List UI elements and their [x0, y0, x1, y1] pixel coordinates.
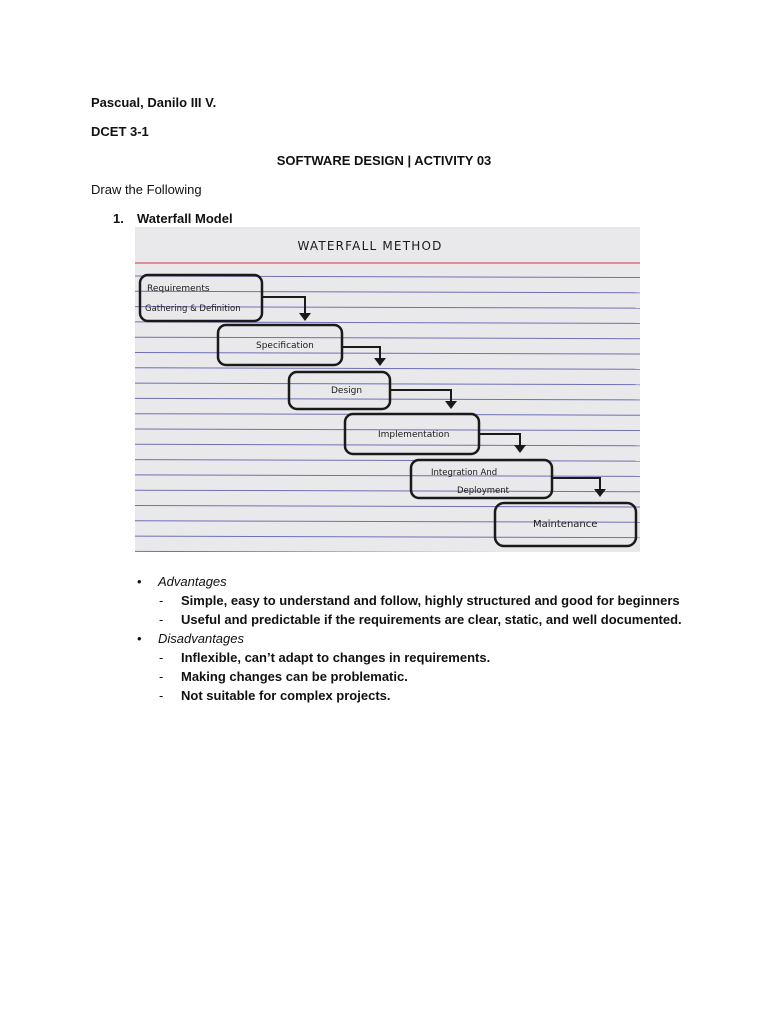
- bullet-dot: •: [137, 574, 142, 589]
- step-label-design: Design: [331, 386, 363, 396]
- diagram-heading: WATERFALL METHOD: [297, 239, 443, 253]
- step-label-requirements-line2: Gathering & Definition: [145, 304, 241, 314]
- step-label-integration-line2: Deployment: [457, 486, 509, 496]
- disadvantages-bullet: [137, 631, 257, 649]
- disadvantage-text: Not suitable for complex projects.: [181, 688, 391, 703]
- item-label: Waterfall Model: [137, 211, 233, 226]
- advantage-text: Simple, easy to understand and follow, highly structured and good for beginners: [181, 593, 680, 608]
- step-label-specification: Specification: [256, 341, 314, 351]
- waterfall-diagram-photo: [135, 227, 640, 552]
- advantages-label: Advantages: [158, 574, 227, 589]
- step-label-maintenance: Maintenance: [533, 519, 598, 530]
- step-label-integration-line1: Integration And: [431, 468, 498, 478]
- step-label-implementation: Implementation: [378, 430, 450, 440]
- disadvantage-text: Making changes can be problematic.: [181, 669, 408, 684]
- advantage-text: Useful and predictable if the requirements are clear, static, and well documented.: [181, 612, 682, 627]
- advantages-bullet: [137, 574, 237, 592]
- dash-marker: -: [159, 688, 164, 703]
- dash-marker: -: [159, 669, 164, 684]
- step-label-requirements-line1: Requirements: [147, 284, 210, 294]
- dash-marker: -: [159, 612, 164, 627]
- author-name: Pascual, Danilo III V.: [91, 95, 217, 110]
- disadvantages-label: Disadvantages: [158, 631, 244, 646]
- item-number: 1.: [113, 211, 124, 226]
- bullet-dot: •: [137, 631, 142, 646]
- dash-marker: -: [159, 593, 164, 608]
- disadvantage-text: Inflexible, can’t adapt to changes in requirements.: [181, 650, 491, 665]
- dash-marker: -: [159, 650, 164, 665]
- document-title: SOFTWARE DESIGN | ACTIVITY 03: [276, 153, 492, 168]
- section-code: DCET 3-1: [91, 124, 149, 139]
- instruction-text: Draw the Following: [91, 182, 202, 197]
